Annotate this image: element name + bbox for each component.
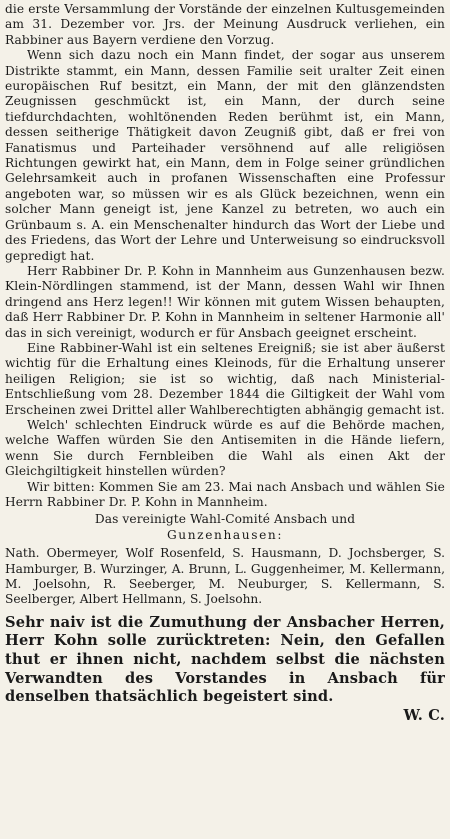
paragraph-mann-findet: Wenn sich dazu noch ein Mann findet, der sogar aus unserem Distrikte stammt, ein Mann, dessen Familie seit uralter Zeit einen europäischen Ruf besitzt, ein Mann, der mit den glänzendsten Zeugnissen geschmückt ist, ein Mann, der durch seine tiefdurchdachten, wohltönenden Reden berühmt ist, ein Mann, dessen seitherige Thätigkeit davon Zeugniß gibt, daß er frei von Fanatismus und Parteihader versöhnend auf alle religiösen Richtungen gewirkt hat, ein Mann, dem in Folge seiner gründlichen Gelehrsamkeit auch in profanen Wissenschaften eine Professur angeboten war, so müssen wir es als Glück bezeichnen, wenn ein solcher Mann geneigt ist, jene Kanzel zu betreten, wo auch ein Grünbaum s. A. ein Menschenalter hindurch das Wort der Liebe und des Friedens, das Wort der Lehre und Unterweisung so eindrucksvoll gepredigt hat.: [5, 48, 445, 263]
closing-paragraph: [5, 614, 445, 726]
committee-names: Nath. Obermeyer, Wolf Rosenfeld, S. Hausmann, D. Jochsberger, S. Hamburger, B. Wurzinger, A. Brunn, L. Guggenheimer, M. Kellermann, M. Joelsohn, R. Seeberger, M. Neuburger, S. Kellermann, S. Seelberger, Albert Hellmann, S. Joelsohn.: [5, 546, 445, 607]
paragraph-vorzug: die erste Versammlung der Vorstände der einzelnen Kultusgemeinden am 31. Dezember vor. Jrs. der Meinung Ausdruck verliehen, ein Rabbiner aus Bayern verdiene den Vorzug.: [5, 2, 445, 47]
paragraph-rabbiner-wahl: Eine Rabbiner-Wahl ist ein seltenes Ereigniß; sie ist aber äußerst wichtig für die Erhaltung eines Kleinods, für die Erhaltung unserer heiligen Religion; sie ist so wichtig, daß nach Ministerial-Entschließung vom 28. Dezember 1844 die Giltigkeit der Wahl vom Erscheinen zwei Drittel aller Wahlberechtigten abhängig gemacht ist.: [5, 340, 445, 417]
signature: W. C.: [403, 706, 445, 724]
paragraph-rabbiner-kohn: Herr Rabbiner Dr. P. Kohn in Mannheim aus Gunzenhausen bezw. Klein-Nördlingen stammend, ist der Mann, dessen Wahl wir Ihnen dringend ans Herz legen!! Wir können mit gutem Wissen behaupten, daß Herr Rabbiner Dr. P. Kohn in Mannheim in seltener Harmonie all' das in sich vereinigt, wodurch er für Ansbach geeignet erscheint.: [5, 263, 445, 340]
committee-heading: Das vereinigte Wahl-Comité Ansbach und: [94, 512, 356, 527]
paragraph-eindruck: Welch' schlechten Eindruck würde es auf die Behörde machen, welche Waffen würden Sie den Antisemiten in die Hände liefern, wenn Sie durch Fernbleiben die Wahl als einen Akt der Gleichgiltigkeit hinstellen würden?: [5, 417, 445, 479]
closing-text: Sehr naiv ist die Zumuthung der Ansbacher Herren, Herr Kohn solle zurücktreten: Nein, den Gefallen thut er ihnen nicht, nachdem selbst die nächsten Verwandten des Vorstandes in Ansbach für denselben thatsächlich begeistert sind.: [5, 613, 445, 706]
committee-heading-place: Gunzenhausen:: [166, 527, 284, 542]
paragraph-bitte: Wir bitten: Kommen Sie am 23. Mai nach Ansbach und wählen Sie Herrn Rabbiner Dr. P. Kohn in Mannheim.: [5, 479, 445, 509]
